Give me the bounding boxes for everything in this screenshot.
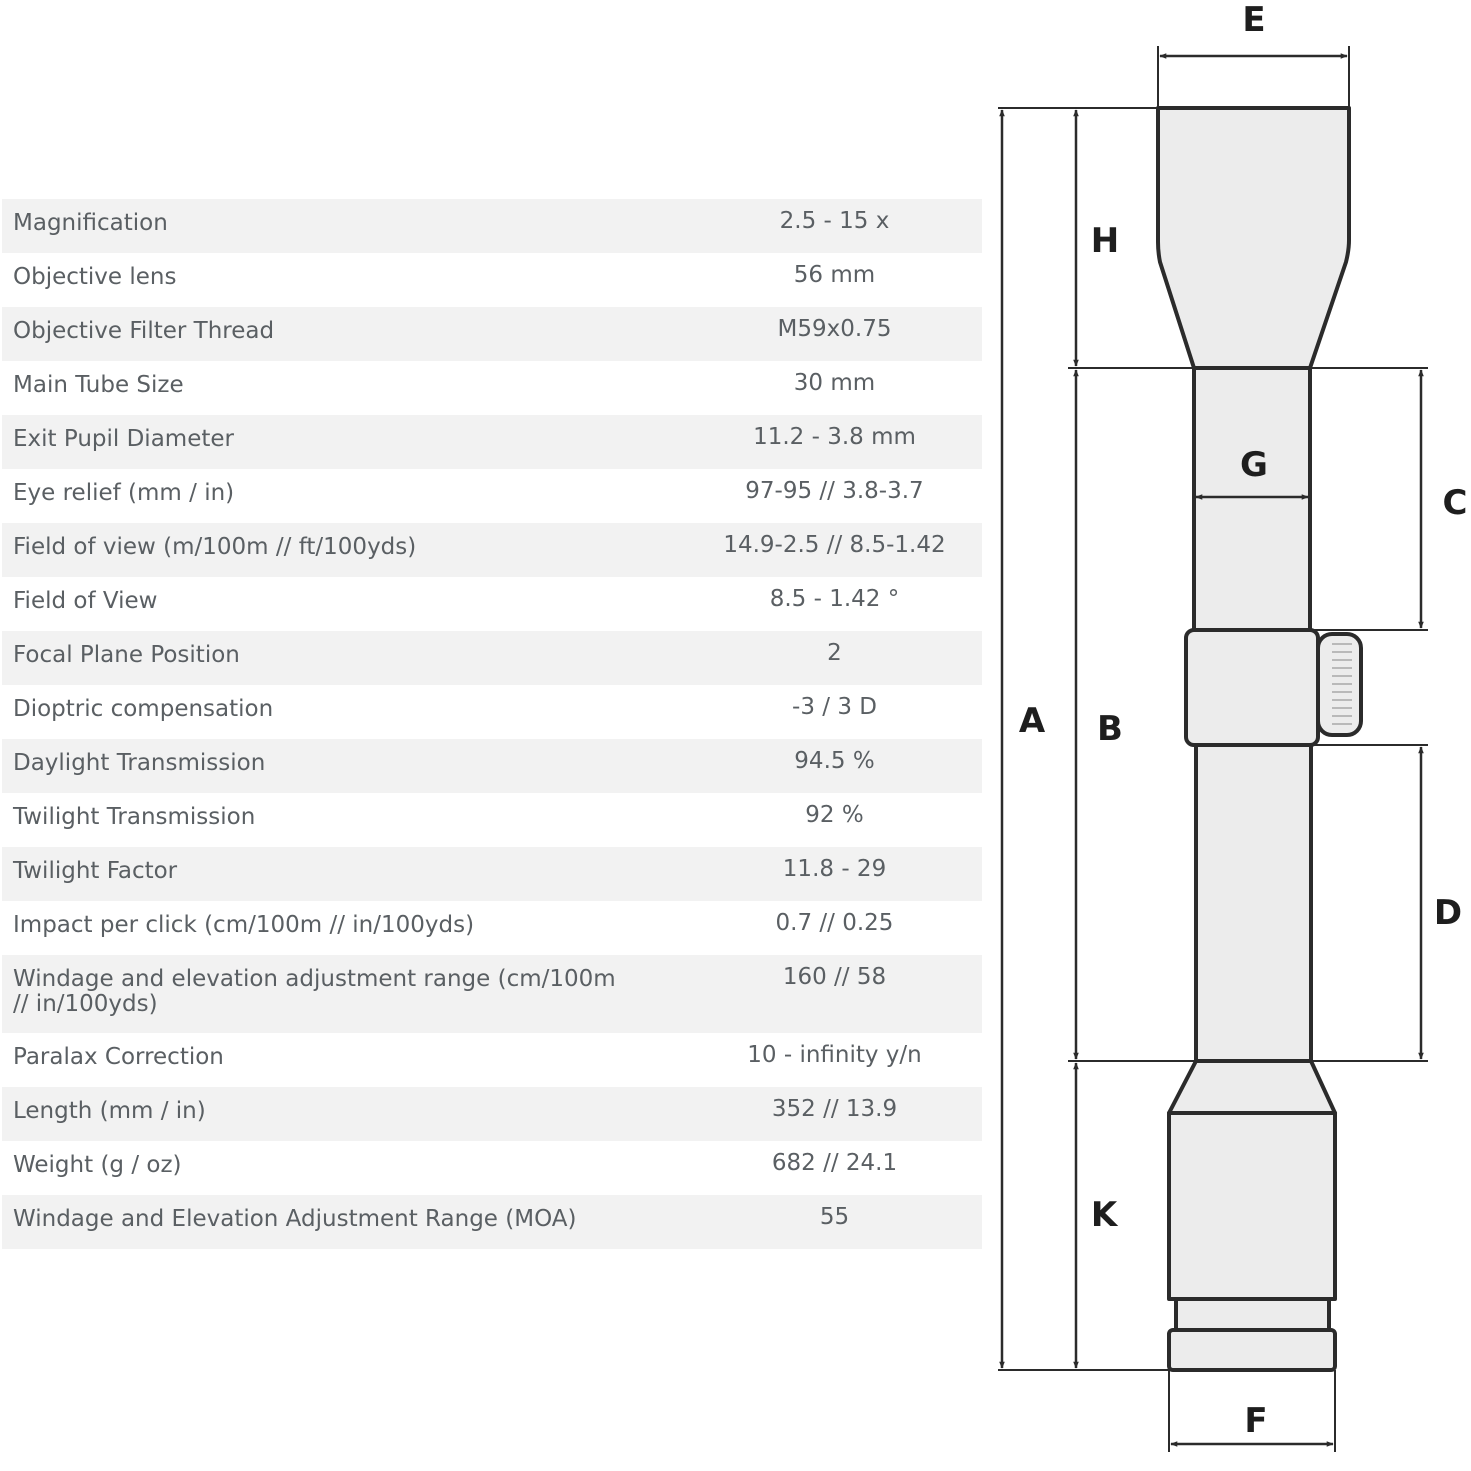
spec-label: Objective lens — [13, 264, 177, 290]
spec-value: 92 % — [805, 802, 864, 828]
eyepiece-ring — [1176, 1299, 1329, 1330]
spec-value: 56 mm — [793, 262, 876, 288]
dimension-label-a: A — [1018, 701, 1046, 741]
spec-label: Objective Filter Thread — [13, 318, 275, 344]
spec-label: Focal Plane Position — [13, 642, 240, 668]
spec-label: Twilight Transmission — [13, 804, 256, 830]
spec-value: 352 // 13.9 — [771, 1096, 898, 1122]
spec-value: 0.7 // 0.25 — [775, 910, 894, 936]
dimension-label-d: D — [1433, 893, 1463, 933]
spec-label: Field of View — [13, 588, 158, 614]
dimension-label-g: G — [1240, 445, 1268, 485]
spec-label: Windage and Elevation Adjustment Range (MOA) — [13, 1206, 577, 1232]
dimension-label-e: E — [1242, 0, 1266, 40]
spec-value: 11.2 - 3.8 mm — [753, 424, 916, 450]
spec-label: Twilight Factor — [13, 858, 178, 884]
spec-label: Impact per click (cm/100m // in/100yds) — [13, 912, 475, 938]
spec-value: M59x0.75 — [777, 316, 892, 342]
spec-value: 2 — [827, 640, 842, 666]
spec-value: 682 // 24.1 — [771, 1150, 898, 1176]
spec-label: Paralax Correction — [13, 1044, 224, 1070]
spec-label: Main Tube Size — [13, 372, 184, 398]
spec-value: 160 // 58 — [782, 964, 887, 990]
spec-label: Magnification — [13, 210, 168, 236]
spec-value: 55 — [819, 1204, 850, 1230]
spec-label: Eye relief (mm / in) — [13, 480, 235, 506]
objective-bell — [1158, 108, 1349, 368]
dimension-label-c: C — [1442, 483, 1468, 523]
spec-label: Daylight Transmission — [13, 750, 266, 776]
spec-label: Weight (g / oz) — [13, 1152, 182, 1178]
dimension-label-f: F — [1244, 1401, 1268, 1441]
spec-value: 2.5 - 15 x — [779, 208, 890, 234]
spec-value: 94.5 % — [794, 748, 875, 774]
main-tube-front — [1194, 368, 1310, 630]
dimension-label-k: K — [1090, 1195, 1118, 1235]
spec-label: Dioptric compensation — [13, 696, 274, 722]
main-tube-rear — [1196, 745, 1311, 1061]
dimension-label-h: H — [1090, 221, 1120, 261]
spec-value: 30 mm — [793, 370, 876, 396]
turret-saddle — [1186, 630, 1318, 745]
eyepiece-cap — [1169, 1330, 1335, 1370]
dimension-label-b: B — [1097, 709, 1123, 749]
spec-label: Length (mm / in) — [13, 1098, 206, 1124]
eyepiece-taper — [1169, 1061, 1335, 1113]
spec-label: Field of view (m/100m // ft/100yds) — [13, 534, 417, 560]
spec-value: -3 / 3 D — [792, 694, 877, 720]
spec-value: 10 - infinity y/n — [747, 1042, 922, 1068]
spec-label: Windage and elevation adjustment range (cm/100m // in/100yds) — [13, 966, 616, 1017]
spec-value: 14.9-2.5 // 8.5-1.42 — [723, 532, 946, 558]
spec-value: 11.8 - 29 — [782, 856, 887, 882]
scope-outline — [1158, 108, 1361, 1370]
spec-value: 8.5 - 1.42 ° — [769, 586, 900, 612]
spec-label: Exit Pupil Diameter — [13, 426, 234, 452]
spec-value: 97-95 // 3.8-3.7 — [745, 478, 924, 504]
eyepiece-body — [1169, 1113, 1335, 1299]
